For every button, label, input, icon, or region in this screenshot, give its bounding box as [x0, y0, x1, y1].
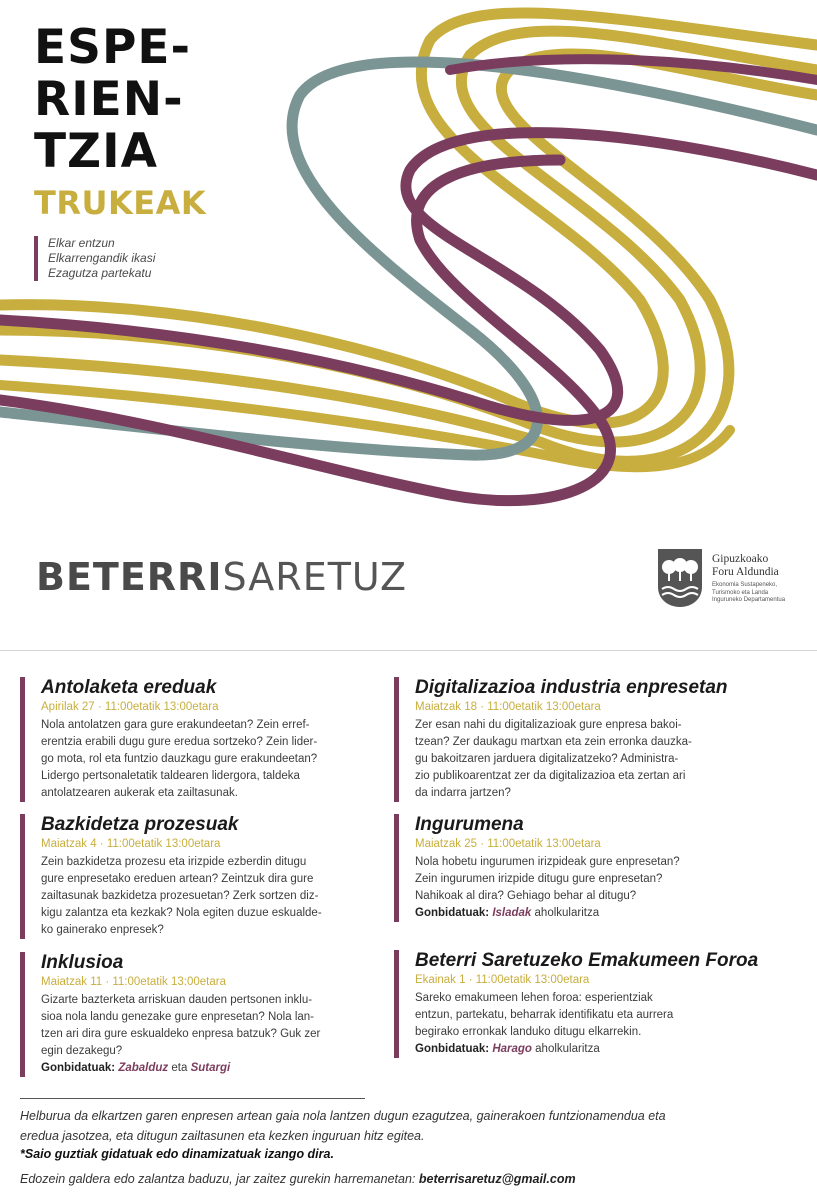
desc-line: tzen ari dira gure eskualdeko enpresa batzuk? Guk zer — [41, 1028, 321, 1040]
desc-line: tzean? Zer daukagu martxan eta zein erronka dauzka- — [415, 736, 692, 748]
event-description — [415, 854, 794, 905]
footer-contact — [20, 1172, 800, 1186]
event-date: Apirilak 27 · 11:00etatik 13:00etara — [41, 701, 219, 713]
desc-line: gure enpresetako ereduen artean? Zeintzuk dira gure — [41, 873, 314, 885]
desc-line: Lidergo pertsonaletatik taldearen lidergora, taldeka — [41, 770, 300, 782]
desc-line: Nola antolatzen gara gure erakundeetan? Zein erref- — [41, 719, 310, 731]
gipuzkoa-dept-line: Turismoko eta Landa — [712, 589, 769, 596]
desc-line: da indarra jartzen? — [415, 787, 511, 799]
gipuzkoa-name: Foru Aldundia — [712, 566, 779, 578]
event-description — [41, 992, 380, 1060]
event-guests — [41, 1060, 380, 1077]
guest-suffix: aholkularitza — [534, 907, 600, 919]
tagline — [34, 236, 206, 281]
event-guests — [415, 905, 794, 922]
gipuzkoa-name: Gipuzkoako — [712, 553, 769, 565]
event-emakumeen-foroa — [394, 950, 804, 1058]
event-guests — [415, 1041, 804, 1058]
desc-line: Zein ingurumen irizpide ditugu gure enpresetan? — [415, 873, 663, 885]
desc-line: kigu zalantza eta kezkak? Nola egiten duzue eskualde- — [41, 907, 322, 919]
gipuzkoa-dept-line: Ekonomia Sustapeneko, — [712, 582, 778, 588]
event-description — [415, 990, 804, 1041]
subtitle: TRUKEAK — [34, 184, 207, 222]
desc-line: Zer esan nahi du digitalizazioak gure enpresa bakoi- — [415, 719, 682, 731]
gipuzkoa-dept-line: Inguruneko Departamentua — [712, 597, 786, 603]
desc-line: gu bakoitzaren jarduera digitalizatzeko? Administra- — [415, 753, 679, 765]
desc-line: Sareko emakumeen lehen foroa: esperientziak — [415, 992, 653, 1004]
event-title: Inklusioa — [41, 952, 124, 973]
desc-line: Nola hobetu ingurumen irizpideak gure enpresetan? — [415, 856, 680, 868]
guest-name: Isladak — [492, 907, 532, 919]
desc-line: egin dezakegu? — [41, 1045, 123, 1057]
desc-line: antolatzearen aukerak eta zailtasunak. — [41, 787, 238, 799]
brand-light: SARETUZ — [222, 555, 408, 599]
event-title: Digitalizazioa industria enpresetan — [415, 677, 728, 698]
event-date: Maiatzak 11 · 11:00etatik 13:00etara — [41, 976, 226, 988]
event-title: Ingurumena — [415, 814, 524, 835]
desc-line: sioa nola landu genezake gure enpresetan? Nola lan- — [41, 1011, 315, 1023]
gipuzkoa-logo — [656, 547, 806, 609]
guest-name: Harago — [492, 1043, 532, 1055]
event-bazkidetza — [20, 814, 380, 939]
desc-line: Gizarte bazterketa arriskuan dauden pertsonen inklu- — [41, 994, 313, 1006]
event-description — [41, 854, 380, 939]
desc-line: go mota, rol eta funtzio dauzkagu gure erakundeetan? — [41, 753, 318, 765]
desc-line: zio publikoarentzat zer da digitalizazioa eta zertan ari — [415, 770, 686, 782]
purpose-line: eredua jasotzea, eta ditugun zailtasunen eta kezken inguruan hitz egitea. — [20, 1129, 425, 1143]
guest-connector: eta — [171, 1062, 188, 1074]
guests-label: Gonbidatuak: — [415, 907, 490, 919]
beterrisaretuz-logo — [24, 545, 408, 609]
desc-line: ko gainerako enpresek? — [41, 924, 164, 936]
contact-email-link[interactable]: beterrisaretuz@gmail.com — [418, 1172, 576, 1186]
event-description — [415, 717, 794, 802]
event-date: Ekainak 1 · 11:00etatik 13:00etara — [415, 974, 590, 986]
footer-divider — [20, 1098, 365, 1099]
footer-note: *Saio guztiak gidatuak edo dinamizatuak izango dira. — [20, 1147, 334, 1161]
event-inklusioa — [20, 952, 380, 1077]
event-date: Maiatzak 18 · 11:00etatik 13:00etara — [415, 701, 601, 713]
guests-label: Gonbidatuak: — [41, 1062, 116, 1074]
brand-wordmark — [36, 555, 407, 599]
footer-purpose — [20, 1106, 800, 1146]
gipuzkoa-text — [712, 547, 785, 609]
desc-line: erentzia erabili dugu gure eredua sortzeko? Zein lider- — [41, 736, 318, 748]
event-description — [41, 717, 380, 802]
desc-line: entzun, partekatu, beharrak identifikatu eta aurrera — [415, 1009, 674, 1021]
title-line-1: ESPE- — [34, 20, 192, 75]
title-line-2: RIEN- — [34, 72, 184, 127]
tagline-line: Elkarrengandik ikasi — [48, 251, 156, 265]
contact-prefix: Edozein galdera edo zalantza baduzu, jar zaitez gurekin harremanetan: — [20, 1172, 416, 1186]
event-title: Bazkidetza prozesuak — [41, 814, 239, 835]
desc-line: zailtasunak bazkidetza prozesuetan? Zerk sortzen diz- — [41, 890, 319, 902]
brand-bold: BETERRI — [36, 555, 223, 599]
tagline-line: Elkar entzun — [48, 236, 115, 250]
tagline-line: Ezagutza partekatu — [48, 266, 152, 280]
event-title: Antolaketa ereduak — [41, 677, 217, 698]
guest-name: Zabalduz — [118, 1062, 169, 1074]
section-divider — [0, 650, 817, 651]
event-title: Beterri Saretuzeko Emakumeen Foroa — [415, 950, 759, 971]
gipuzkoa-shield-icon — [656, 547, 704, 609]
guest-suffix: aholkularitza — [535, 1043, 600, 1055]
purpose-line: Helburua da elkartzen garen enpresen artean gaia nola lantzen dugun ezagutzea, gainerakoen funtzionamendua eta — [20, 1109, 666, 1123]
guests-label: Gonbidatuak: — [415, 1043, 490, 1055]
title-line-3: TZIA — [34, 124, 159, 179]
title-block — [34, 22, 206, 281]
desc-line: Nahikoak al dira? Gehiago behar al ditugu? — [415, 890, 637, 902]
desc-line: begirako erronkak landuko ditugu elkarrekin. — [415, 1026, 642, 1038]
event-digitalizazioa — [394, 677, 794, 802]
event-date: Maiatzak 25 · 11:00etatik 13:00etara — [415, 838, 601, 850]
gipuzkoa-dept — [712, 582, 785, 605]
event-date: Maiatzak 4 · 11:00etatik 13:00etara — [41, 838, 221, 850]
event-antolaketa — [20, 677, 380, 802]
event-ingurumena — [394, 814, 794, 922]
desc-line: Zein bazkidetza prozesu eta irizpide ezberdin ditugu — [41, 856, 307, 868]
guest-name: Sutargi — [190, 1062, 231, 1074]
